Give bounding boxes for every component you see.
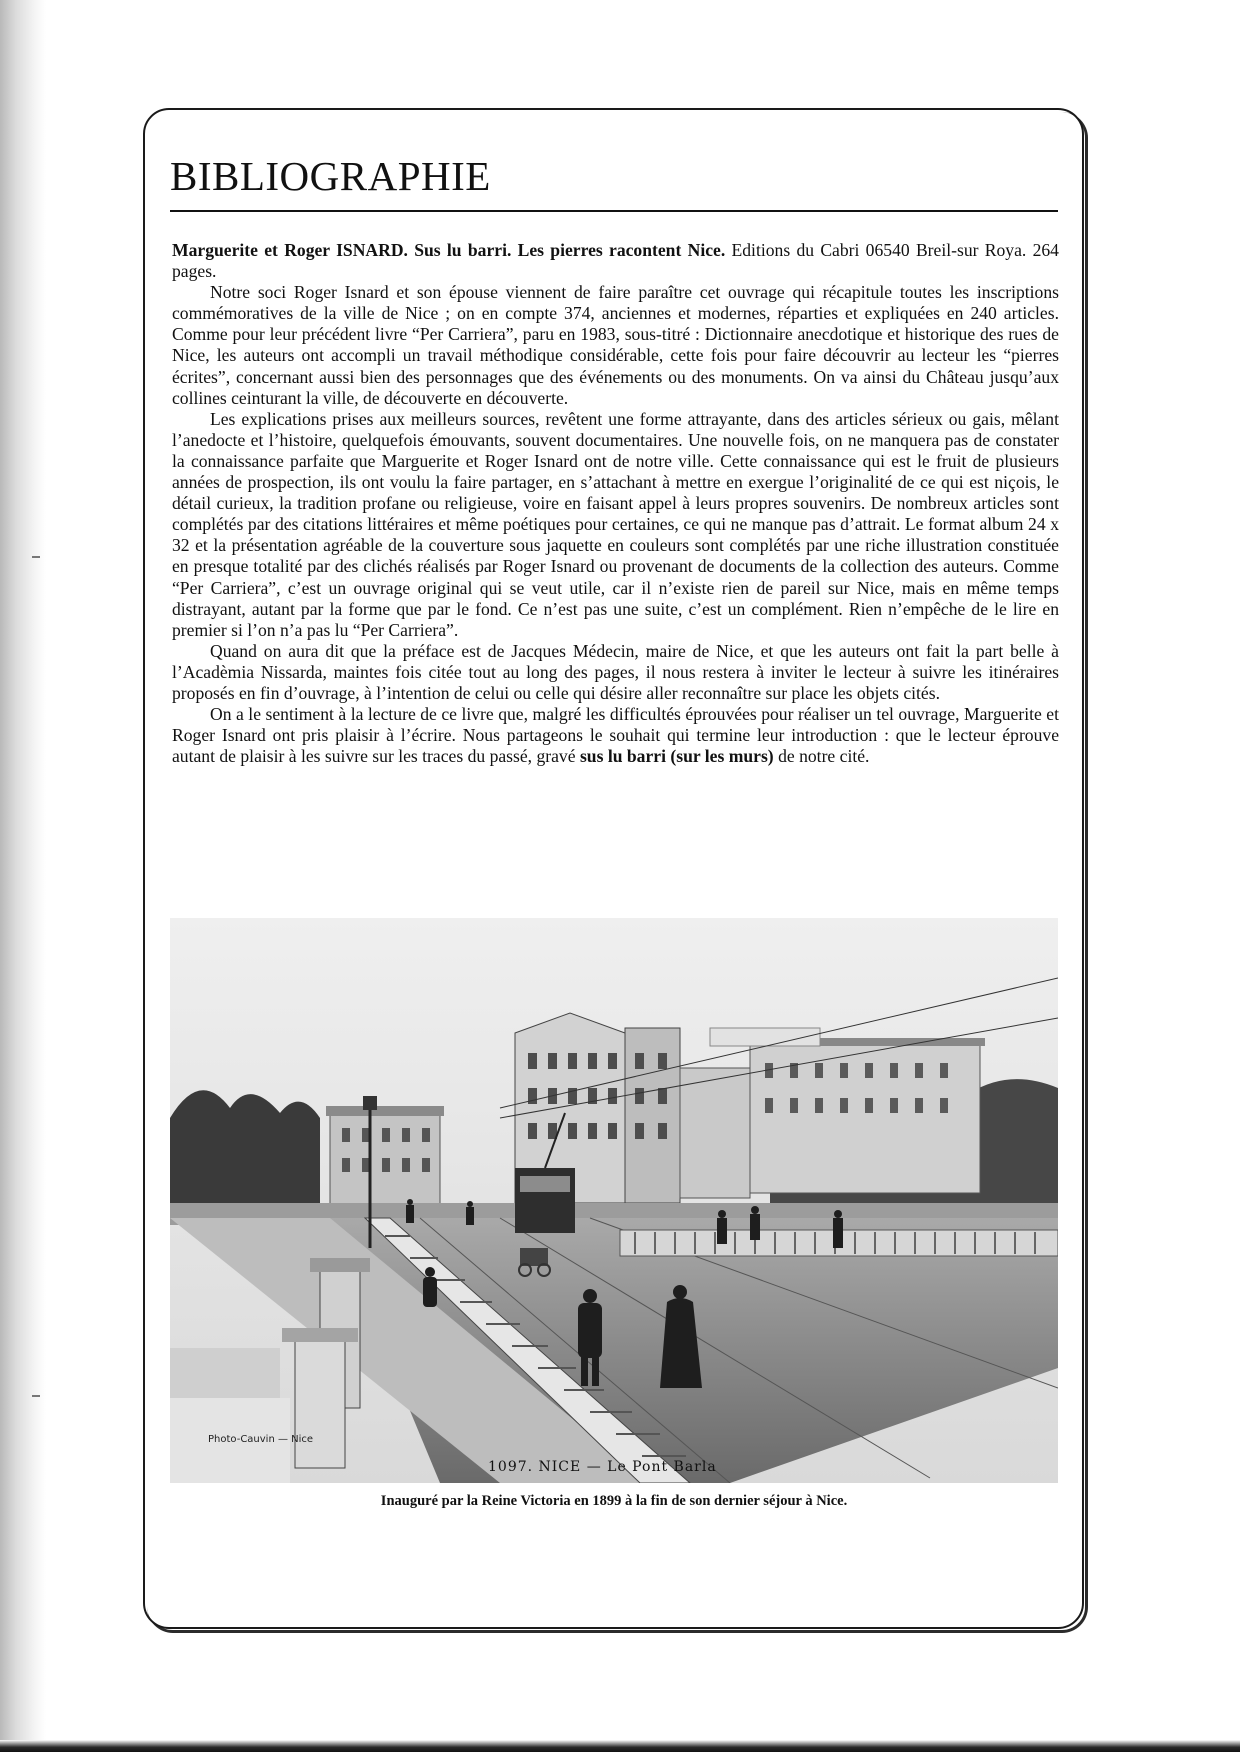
binding-mark	[32, 556, 40, 558]
photo-title: 1097. NICE — Le Pont Barla	[488, 1459, 717, 1475]
title-rule	[170, 210, 1058, 212]
paragraph-4-bold: sus lu barri (sur les murs)	[579, 746, 774, 767]
photo-illustration	[170, 918, 1058, 1483]
photo-credit: Photo-Cauvin — Nice	[208, 1434, 314, 1445]
review-paragraph-1: Notre soci Roger Isnard et son épouse viennent de faire paraître cet ouvrage qui récapitule toutes les inscriptions commémoratives de la ville de Nice ; on en compte 374, anciennes et modernes, réparties et expliquées en 240 articles. Comme pour leur précédent livre “Per Carriera”, paru en 1983, sous-titré : Dictionnaire anecdotique et historique des rues de Nice, les auteurs ont accompli un travail méthodique considérable, cette fois pour faire découvrir au lecteur les “pierres écrites”, concernant aussi bien des personnages que des événements ou des monuments. On va ainsi du Château jusqu’aux collines ceinturant la ville, de découverte en découverte.	[172, 282, 1059, 408]
binding-mark	[32, 1395, 40, 1397]
paragraph-4-end: de notre cité.	[778, 746, 870, 767]
book-authors: Marguerite et Roger ISNARD.	[172, 240, 408, 260]
page-edge-shadow	[0, 0, 46, 1752]
book-title: Sus lu barri. Les pierres racontent Nice.	[414, 240, 726, 260]
page-title: BIBLIOGRAPHIE	[170, 153, 491, 199]
historic-photo	[170, 918, 1058, 1483]
review-paragraph-4	[172, 704, 1059, 767]
review-text	[172, 240, 1059, 767]
review-paragraph-3: Quand on aura dit que la préface est de Jacques Médecin, maire de Nice, et que les auteurs ont fait la part belle à l’Acadèmia Nissarda, maintes fois citée tout au long des pages, il nous restera à inviter le lecteur à suivre les itinéraires proposés en fin d’ouvrage, à l’intention de celui ou celle qui désire aller reconnaître sur place les objets cités.	[172, 640, 1059, 703]
photo-caption-text: Inauguré par la Reine Victoria en 1899 à la fin de son dernier séjour à Nice.	[380, 1493, 848, 1509]
paragraph-4-start: On a le sentiment à la lecture de ce livre que, malgré les difficultés éprouvées pour réaliser un tel ouvrage, Marguerite et Roger Isnard ont pris plaisir à l’écrire. Nous partageons le souhait qui termine leur introduction : que le lecteur éprouve autant de plaisir à les suivre sur les traces du passé, gravé	[172, 704, 1059, 767]
scan-bottom-edge	[0, 1740, 1240, 1752]
book-publisher: Editions du Cabri 06540 Breil-sur Roya. 264 pages.	[172, 240, 1059, 282]
review-paragraph-2: Les explications prises aux meilleurs sources, revêtent une forme attrayante, dans des articles sérieux ou gais, mêlant l’anedocte et l’histoire, quelquefois émouvants, souvent documentaires. Une nouvelle fois, on ne manquera pas de constater la connaissance parfaite que Marguerite et Roger Isnard ont de notre ville. Cette connaissance qui est le fruit de plusieurs années de prospection, ils ont voulu la faire partager, en s’attachant à mettre en exergue l’originalité de ce qui est niçois, le détail curieux, la tradition profane ou religieuse, voire en faisant appel à leurs propres souvenirs. De nombreux articles sont complétés par des citations littéraires et même poétiques pour certaines, ce qui ne manque pas d’attrait. Le format album 24 x 32 et la présentation agréable de la couverture sous jaquette en couleurs sont complétés par une riche illustration constituée en presque totalité par des clichés réalisés par Roger Isnard ou provenant de documents de la collection des auteurs. Comme “Per Carriera”, c’est un ouvrage original qui se veut utile, car il n’existe rien de pareil sur Nice, mais en même temps distrayant, autant par la forme que par le fond. Ce n’est pas une suite, c’est un complément. Rien n’empêche de le lire en premier si l’on n’a pas lu “Per Carriera”.	[172, 408, 1059, 640]
bibliographic-reference	[172, 240, 1059, 282]
